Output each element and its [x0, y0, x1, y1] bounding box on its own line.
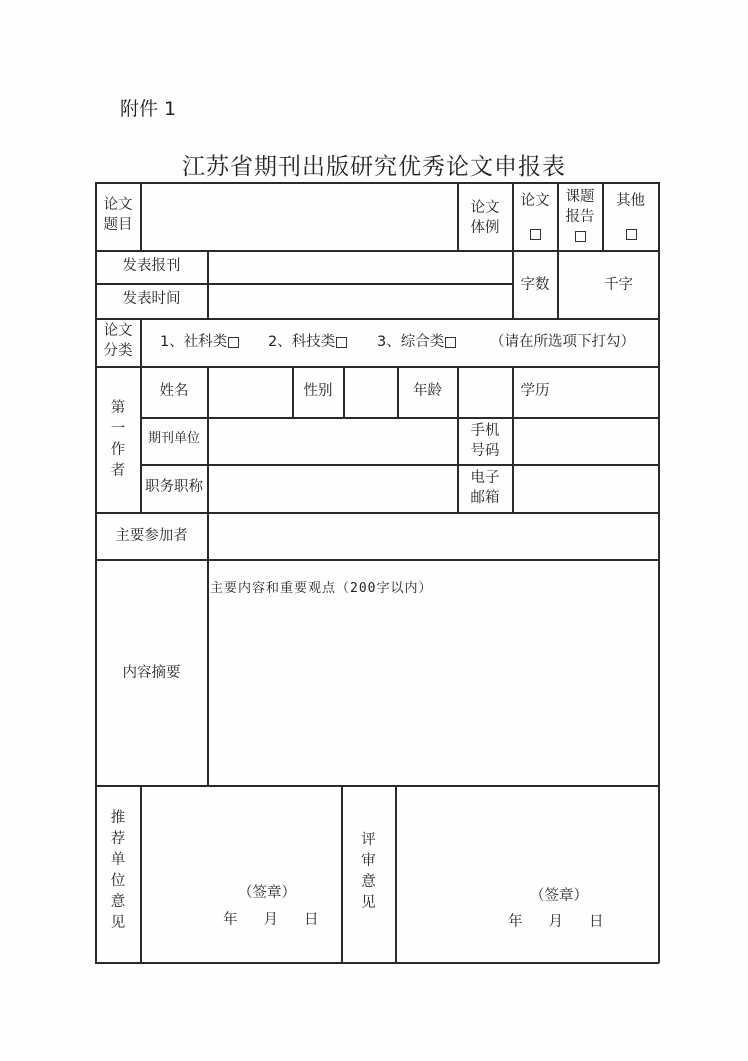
class-option-general[interactable]: 3、综合类: [377, 333, 456, 353]
checkbox-paper[interactable]: [530, 229, 541, 240]
page-title: 江苏省期刊出版研究优秀论文申报表: [182, 154, 566, 180]
job-title-label: 职务职称: [145, 479, 203, 495]
class-option-science[interactable]: 2、科技类: [268, 333, 347, 353]
checkbox-science[interactable]: [336, 337, 347, 348]
education-field[interactable]: [559, 368, 657, 416]
word-count-label: 字数: [520, 277, 550, 293]
word-count-unit: 千字: [604, 277, 633, 293]
participants-field[interactable]: [209, 514, 657, 558]
phone-label: 手机 号码: [470, 423, 500, 459]
gender-field[interactable]: [345, 368, 396, 416]
class-hint: （请在所选项下打勾）: [490, 334, 635, 350]
class-option-social[interactable]: 1、社科类: [160, 333, 239, 353]
recommend-seal: （签章）: [238, 885, 296, 901]
classification-label: 论文 分类: [103, 323, 133, 359]
education-label: 学历: [520, 383, 550, 399]
journal-unit-field[interactable]: [209, 419, 456, 463]
journal-unit-label: 期刊单位: [147, 431, 200, 446]
option-report[interactable]: 课题 报告: [558, 188, 602, 247]
abstract-label: 内容摘要: [122, 665, 181, 681]
pub-date-label: 发表时间: [122, 291, 181, 307]
name-label: 姓名: [159, 383, 189, 399]
pub-date-field[interactable]: [209, 285, 511, 317]
recommend-date: 年 月 日: [223, 912, 319, 928]
email-field[interactable]: [514, 466, 657, 511]
review-label: 评 审 意 见: [361, 832, 376, 912]
paper-style-label: 论文 体例: [470, 200, 500, 236]
recommend-label: 推 荐 单 位 意 见: [110, 810, 126, 932]
paper-title-label: 论文 题目: [103, 197, 133, 233]
journal-field[interactable]: [209, 252, 511, 282]
email-label: 电子 邮箱: [470, 470, 500, 506]
recommend-field[interactable]: [142, 787, 340, 887]
checkbox-general[interactable]: [445, 337, 456, 348]
gender-label: 性别: [303, 383, 333, 399]
journal-label: 发表报刊: [122, 258, 181, 274]
review-field[interactable]: [397, 787, 657, 887]
age-field[interactable]: [459, 368, 511, 416]
review-date: 年 月 日: [508, 914, 604, 930]
abstract-field[interactable]: [209, 600, 657, 783]
phone-field[interactable]: [514, 419, 657, 463]
abstract-note: 主要内容和重要观点（200字以内）: [210, 581, 433, 596]
participants-label: 主要参加者: [115, 528, 188, 544]
age-label: 年龄: [413, 383, 442, 399]
option-paper[interactable]: 论文: [513, 192, 557, 245]
first-author-label: 第 一 作 者: [110, 400, 126, 480]
checkbox-social[interactable]: [228, 337, 239, 348]
paper-title-field[interactable]: [142, 184, 456, 249]
attachment-label: 附件 1: [120, 98, 177, 120]
job-title-field[interactable]: [209, 466, 456, 511]
checkbox-other[interactable]: [626, 229, 637, 240]
name-field[interactable]: [209, 368, 291, 416]
review-seal: （签章）: [530, 888, 588, 904]
checkbox-report[interactable]: [575, 231, 586, 242]
option-other[interactable]: 其他: [603, 192, 658, 245]
